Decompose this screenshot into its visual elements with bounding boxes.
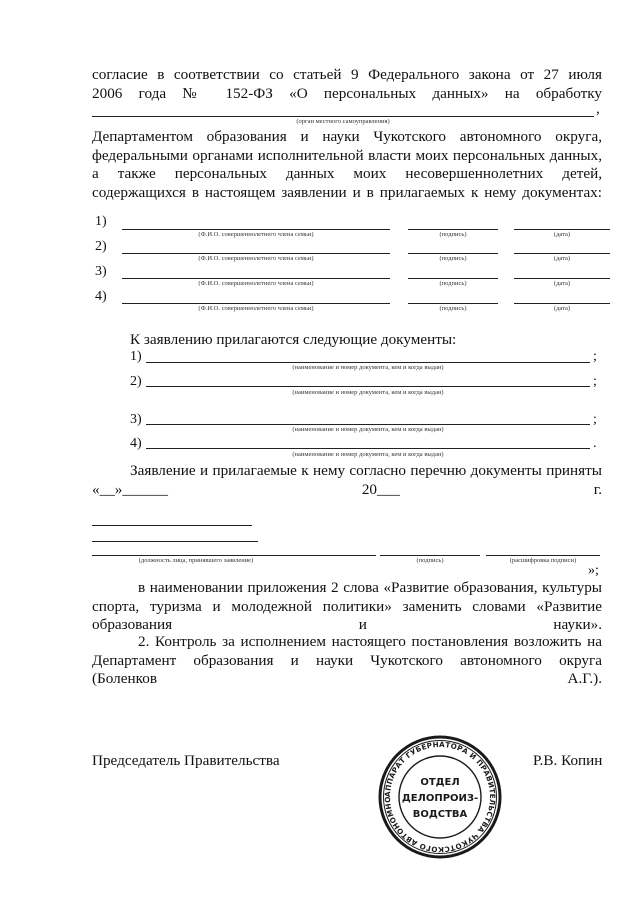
signatory-name: Р.В. Копин [533,752,603,769]
consent-line-2: 2006 года № 152-ФЗ «О персональных данных» на обработку [92,84,602,102]
consent-body-line-4: содержащихся в настоящем заявлении и в прилагаемых к нему документах: [92,183,602,201]
fio-caption: (Ф.И.О. совершеннолетнего члена семьи) [198,280,314,287]
official-decode-caption: (расшифровка подписи) [509,557,577,564]
attachment-number: 1) [130,349,142,364]
date-caption: (дата) [553,305,571,312]
organ-caption: (орган местного самоуправления) [296,118,390,125]
sign-caption: (подпись) [439,305,467,312]
attachments-heading: К заявлению прилагаются следующие документы: [130,331,457,348]
date-line [514,253,610,254]
amendment-line-1: в наименовании приложения 2 слова «Развитие образования, культуры [138,579,602,596]
attachment-line [146,386,590,387]
official-line-2 [92,541,258,542]
stamp-center-line-3: ВОДСТВА [412,809,468,820]
stamp-center-line-1: ОТДЕЛ [420,777,460,788]
consent-body-line-2: федеральными органами исполнительной власти моих персональных данных, [92,146,602,164]
accepted-block [92,462,602,499]
official-position-caption: (должность лица, принявшего заявление) [138,557,254,564]
fio-line [122,229,390,230]
sign-line [408,303,498,304]
attachment-number: 3) [130,412,142,427]
organ-comma: , [596,100,600,117]
organ-line [92,116,594,117]
sign-line [408,278,498,279]
sign-line [408,229,498,230]
stamp-center-line-2: ДЕЛОПРОИЗ- [401,793,479,804]
fio-caption: (Ф.И.О. совершеннолетнего члена семьи) [198,231,314,238]
date-caption: (дата) [553,280,571,287]
official-sign-caption: (подпись) [416,557,444,564]
sign-caption: (подпись) [439,231,467,238]
date-line [514,303,610,304]
sign-caption: (подпись) [439,255,467,262]
attachment-caption: (наименование и номер документа, кем и когда выдан) [292,451,444,458]
date-line [514,278,610,279]
attachment-end: ; [593,412,597,427]
official-stamp [378,735,502,859]
amendment-paragraph [92,579,602,635]
stamp-seal-graphic [378,735,502,859]
consent-body [92,128,602,202]
consent-line-1: согласие в соответствии со статьей 9 Федерального закона от 27 июля [92,66,602,83]
fio-line [122,253,390,254]
family-row-number: 3) [95,264,107,279]
fio-caption: (Ф.И.О. совершеннолетнего члена семьи) [198,255,314,262]
sign-line [408,253,498,254]
official-line-1 [92,525,252,526]
attachment-caption: (наименование и номер документа, кем и когда выдан) [292,364,444,371]
control-line-1: 2. Контроль за исполнением настоящего постановления возложить на [138,633,602,650]
fio-line [122,303,390,304]
consent-body-line-3: а также персональных данных моих несовершеннолетних детей, [92,165,602,182]
date-caption: (дата) [553,255,571,262]
attachment-caption: (наименование и номер документа, кем и когда выдан) [292,389,444,396]
accepted-date: «__»______ 20___ г. [92,480,602,498]
accepted-line-1: Заявление и прилагаемые к нему согласно перечню документы приняты [130,462,602,479]
attachment-end: ; [593,374,597,389]
attachment-line [146,448,590,449]
consent-body-line-1: Департаментом образования и науки Чукотского автономного округа, [92,128,602,145]
family-row-number: 4) [95,289,107,304]
consent-intro [92,66,602,103]
fio-caption: (Ф.И.О. совершеннолетнего члена семьи) [198,305,314,312]
attachment-caption: (наименование и номер документа, кем и когда выдан) [292,426,444,433]
family-row-number: 2) [95,239,107,254]
attachment-line [146,362,590,363]
control-line-3: (Боленков А.Г.). [92,670,602,687]
official-position-line [92,555,376,556]
control-line-2: Департамент образования и науки Чукотского автономного округа [92,651,602,669]
sign-caption: (подпись) [439,280,467,287]
family-row-number: 1) [95,214,107,229]
control-paragraph [92,633,602,689]
attachment-end: . [593,436,597,451]
attachment-line [146,424,590,425]
attachment-number: 4) [130,436,142,451]
date-line [514,229,610,230]
official-sign-line [380,555,480,556]
date-caption: (дата) [553,231,571,238]
attachment-end: ; [593,349,597,364]
stamp-ring-text: АППАРАТ ГУБЕРНАТОРА И ПРАВИТЕЛЬСТВА ЧУКОТСКОГО АВТОНОМНО [382,739,498,855]
quote-end-mark: »; [588,563,599,578]
official-decode-line [486,555,600,556]
attachment-number: 2) [130,374,142,389]
signatory-title: Председатель Правительства [92,752,280,769]
fio-line [122,278,390,279]
amendment-line-3: образования и науки». [92,616,602,633]
amendment-line-2: спорта, туризма и молодежной политики» заменить словами «Развитие [92,597,602,615]
